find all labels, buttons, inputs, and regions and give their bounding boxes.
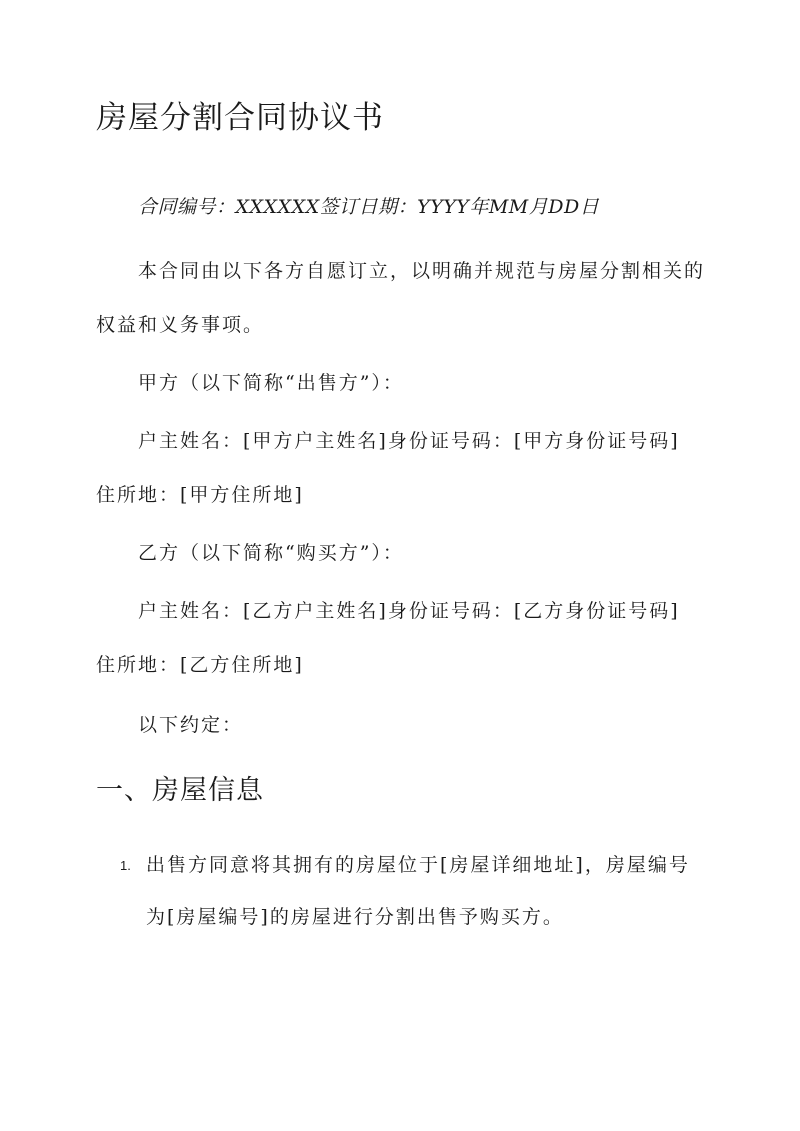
section-1-heading: 一、房屋信息	[96, 775, 264, 806]
party-a-name-id: 户主姓名：[甲方户主姓名]身份证号码：[甲方身份证号码]	[138, 430, 680, 452]
party-b-address: 住所地：[乙方住所地]	[96, 654, 304, 676]
party-a-heading: 甲方（以下简称“出售方”）：	[138, 372, 404, 394]
party-b-name-id: 户主姓名：[乙方户主姓名]身份证号码：[乙方身份证号码]	[138, 600, 680, 622]
list-item-number: 1.	[120, 858, 131, 873]
party-a-address: 住所地：[甲方住所地]	[96, 484, 304, 506]
contract-meta-line: 合同编号：XXXXXX签订日期：YYYY年MM月DD日	[138, 196, 600, 218]
party-b-heading: 乙方（以下简称“购买方”）：	[138, 542, 404, 564]
intro-line-1: 本合同由以下各方自愿订立，以明确并规范与房屋分割相关的	[138, 260, 706, 282]
item-1-line-1: 出售方同意将其拥有的房屋位于[房屋详细地址]，房屋编号	[146, 854, 690, 876]
intro-line-2: 权益和义务事项。	[96, 314, 265, 336]
document-title: 房屋分割合同协议书	[96, 100, 384, 136]
agreement-intro: 以下约定：	[138, 714, 244, 736]
item-1-line-2: 为[房屋编号]的房屋进行分割出售予购买方。	[146, 906, 564, 928]
